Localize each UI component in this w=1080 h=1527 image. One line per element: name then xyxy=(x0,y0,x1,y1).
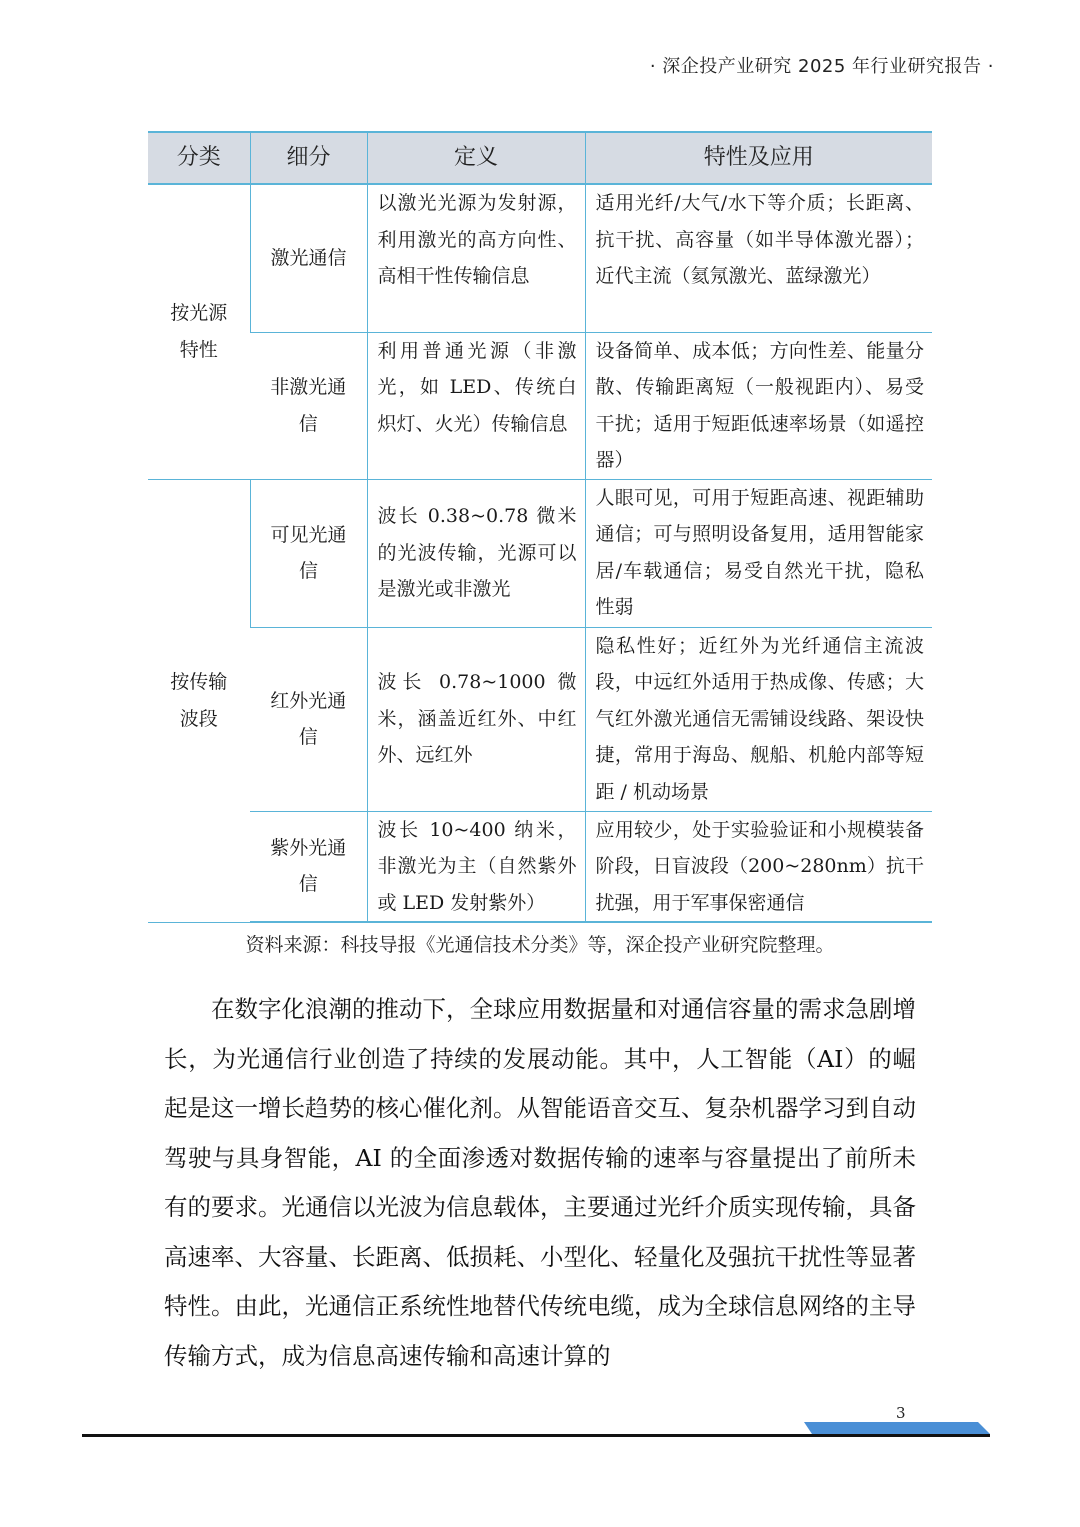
page-header: · 深企投产业研究 2025 年行业研究报告 · xyxy=(649,56,994,77)
features-cell: 人眼可见，可用于短距高速、视距辅助通信；可与照明设备复用，适用智能家居/车载通信；易受自然光干扰，隐私性弱 xyxy=(585,479,932,627)
definition-cell: 以激光光源为发射源，利用激光的高方向性、高相干性传输信息 xyxy=(367,184,585,332)
page-number: 3 xyxy=(896,1404,906,1422)
table-row xyxy=(148,479,932,627)
definition-cell: 波长 0.78~1000 微米，涵盖近红外、中红外、远红外 xyxy=(367,627,585,811)
footer-rule xyxy=(82,1434,990,1437)
source-note: 资料来源：科技导报《光通信技术分类》等，深企投产业研究院整理。 xyxy=(245,934,835,956)
definition-cell: 波长 10~400 纳米，非激光为主（自然紫外或 LED 发射紫外） xyxy=(367,811,585,922)
table-header-row xyxy=(148,132,932,184)
subcategory-cell xyxy=(250,184,367,332)
category-cell xyxy=(148,479,250,922)
header-features: 特性及应用 xyxy=(585,132,932,184)
header-subcategory: 细分 xyxy=(250,132,367,184)
body-paragraph xyxy=(164,985,916,1381)
subcategory-cell xyxy=(250,627,367,811)
features-cell: 应用较少，处于实验验证和小规模装备阶段，日盲波段（200~280nm）抗干扰强，用于军事保密通信 xyxy=(585,811,932,922)
subcategory-cell xyxy=(250,479,367,627)
definition-cell: 利用普通光源（非激光，如 LED、传统白炽灯、火光）传输信息 xyxy=(367,332,585,479)
subcategory-text: 红外光通信 xyxy=(270,689,347,748)
classification-table xyxy=(148,131,932,923)
subcategory-text: 紫外光通信 xyxy=(270,836,347,896)
features-cell: 隐私性好；近红外为光纤通信主流波段，中远红外适用于热成像、传感；大气红外激光通信无需铺设线路、架设快捷，常用于海岛、舰船、机舱内部等短距 / 机动场景 xyxy=(585,627,932,811)
table-row xyxy=(148,627,932,811)
category-text: 按传输波段 xyxy=(170,671,228,730)
table-row xyxy=(148,811,932,922)
subcategory-cell xyxy=(250,811,367,922)
category-cell xyxy=(148,184,250,479)
subcategory-text: 非激光通信 xyxy=(270,376,347,435)
subcategory-text: 可见光通信 xyxy=(270,523,347,582)
table-row xyxy=(148,332,932,479)
features-cell: 设备简单、成本低；方向性差、能量分散、传输距离短（一般视距内）、易受干扰；适用于短距低速率场景（如遥控器） xyxy=(585,332,932,479)
header-category: 分类 xyxy=(148,132,250,184)
category-text: 按光源特性 xyxy=(170,302,228,361)
paragraph-text: 在数字化浪潮的推动下，全球应用数据量和对通信容量的需求急剧增长，为光通信行业创造了持续的发展动能。其中，人工智能（AI）的崛起是这一增长趋势的核心催化剂。从智能语音交互、复杂机器学习到自动驾驶与具身智能，AI 的全面渗透对数据传输的速率与容量提出了前所未有的要求。光通信以光波为信息载体，主要通过光纤介质实现传输，具备高速率、大容量、长距离、低损耗、小型化、轻量化及强抗干扰性等显著特性。由此，光通信正系统性地替代传统电缆，成为全球信息网络的主导传输方式，成为信息高速传输和高速计算的 xyxy=(164,995,916,1370)
subcategory-cell xyxy=(250,332,367,479)
definition-cell: 波长 0.38~0.78 微米的光波传输，光源可以是激光或非激光 xyxy=(367,479,585,627)
footer-decoration xyxy=(804,1422,990,1434)
subcategory-text: 激光通信 xyxy=(270,247,347,269)
table-row xyxy=(148,184,932,332)
features-cell: 适用光纤/大气/水下等介质；长距离、抗干扰、高容量（如半导体激光器）；近代主流（氦氖激光、蓝绿激光） xyxy=(585,184,932,332)
header-definition: 定义 xyxy=(367,132,585,184)
